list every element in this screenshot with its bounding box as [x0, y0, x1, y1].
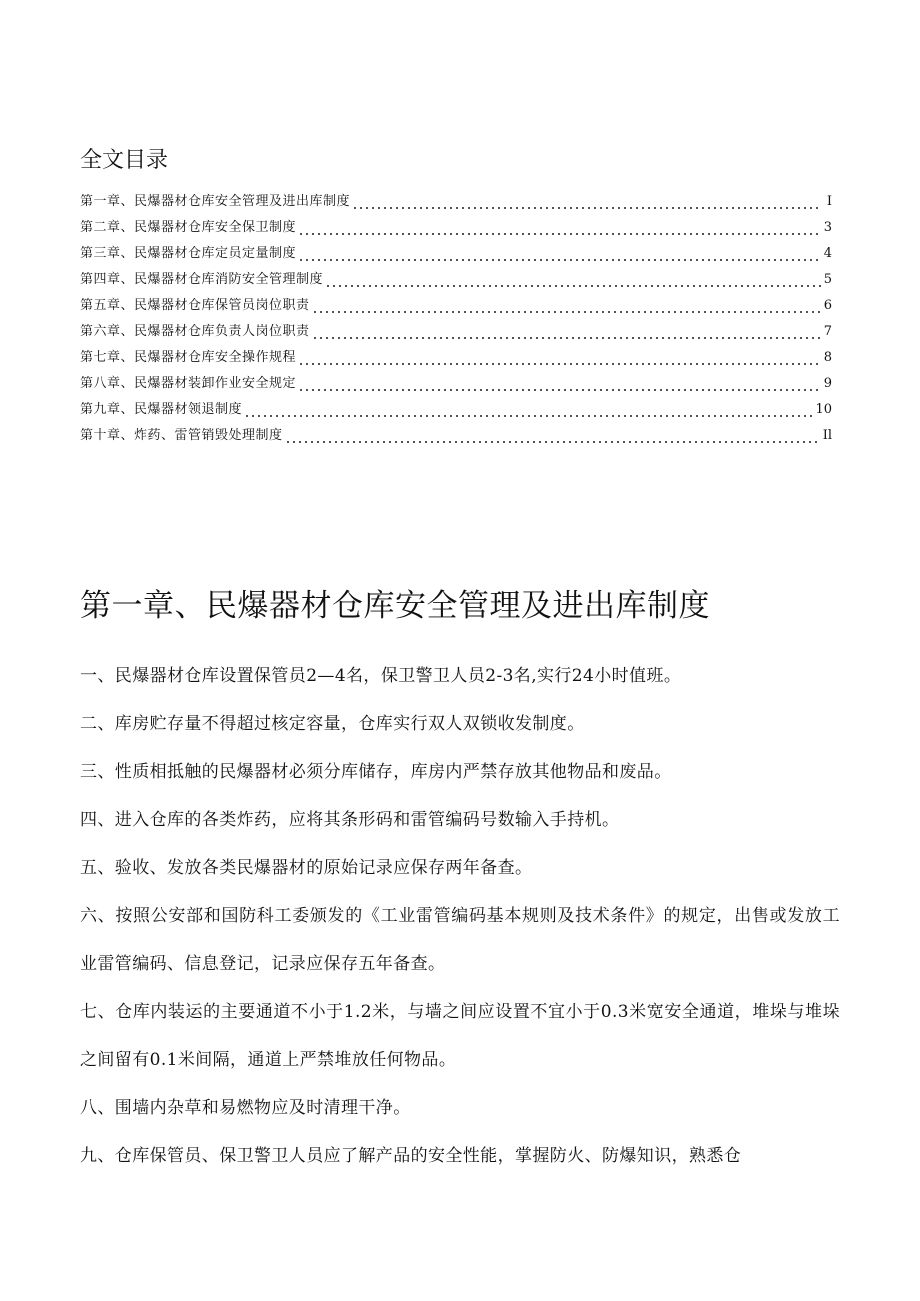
toc-leader-dots: [312, 337, 821, 339]
paragraph: 六、按照公安部和国防科工委颁发的《工业雷管编码基本规则及技术条件》的规定，出售或发放工业雷管编码、信息登记，记录应保存五年备查。: [80, 906, 840, 974]
paragraph: 九、仓库保管员、保卫警卫人员应了解产品的安全性能，掌握防火、防爆知识，熟悉仓: [80, 1146, 742, 1166]
toc-leader-dots: [352, 207, 821, 209]
toc-item[interactable]: [80, 397, 832, 423]
paragraph: 二、库房贮存量不得超过核定容量，仓库实行双人双锁收发制度。: [80, 714, 585, 734]
toc-leader-dots: [298, 233, 821, 235]
toc-item-label: 第十章、炸药、雷管销毁处理制度: [80, 428, 283, 443]
toc-item[interactable]: [80, 423, 832, 449]
toc-item-label: 第三章、民爆器材仓库定员定量制度: [80, 246, 297, 261]
toc-item-label: 第六章、民爆器材仓库负责人岗位职责: [80, 324, 310, 339]
paragraph: 三、性质相抵触的民爆器材必须分库储存，库房内严禁存放其他物品和废品。: [80, 762, 672, 782]
toc-item-label: 第二章、民爆器材仓库安全保卫制度: [80, 220, 297, 235]
toc-leader-dots: [298, 259, 821, 261]
paragraph: 四、进入仓库的各类炸药，应将其条形码和雷管编码号数输入手持机。: [80, 810, 620, 830]
table-of-contents: [80, 189, 832, 449]
toc-item[interactable]: [80, 319, 832, 345]
toc-item-page: 4: [823, 246, 832, 261]
toc-item-page: Il: [822, 428, 832, 443]
toc-leader-dots: [298, 389, 821, 391]
paragraph: 一、民爆器材仓库设置保管员2—4名，保卫警卫人员2-3名,实行24小时值班。: [80, 666, 682, 686]
toc-item[interactable]: [80, 267, 832, 293]
toc-leader-dots: [285, 441, 820, 443]
toc-item[interactable]: [80, 293, 832, 319]
toc-leader-dots: [244, 415, 812, 417]
paragraph: 八、围墙内杂草和易燃物应及时清理干净。: [80, 1098, 411, 1118]
paragraph: 五、验收、发放各类民爆器材的原始记录应保存两年备查。: [80, 858, 533, 878]
toc-title: 全文目录: [80, 148, 169, 173]
toc-leader-dots: [325, 285, 821, 287]
toc-item-page: 10: [815, 402, 832, 417]
toc-item-label: 第七章、民爆器材仓库安全操作规程: [80, 350, 297, 365]
toc-item-page: 7: [823, 324, 832, 339]
chapter-title: 第一章、民爆器材仓库安全管理及进出库制度: [80, 588, 710, 624]
toc-item-page: 5: [823, 272, 832, 287]
toc-item[interactable]: [80, 371, 832, 397]
toc-leader-dots: [312, 311, 821, 313]
chapter-body: [80, 652, 840, 1180]
toc-item-page: 6: [823, 298, 832, 313]
toc-item-page: I: [826, 194, 832, 209]
toc-item[interactable]: [80, 241, 832, 267]
toc-item-page: 9: [823, 376, 832, 391]
toc-item[interactable]: [80, 345, 832, 371]
toc-leader-dots: [298, 363, 821, 365]
toc-item-page: 3: [823, 220, 832, 235]
toc-item-label: 第五章、民爆器材仓库保管员岗位职责: [80, 298, 310, 313]
toc-item-label: 第八章、民爆器材装卸作业安全规定: [80, 376, 297, 391]
toc-item[interactable]: [80, 215, 832, 241]
toc-item-label: 第四章、民爆器材仓库消防安全管理制度: [80, 272, 324, 287]
paragraph: 七、仓库内装运的主要通道不小于1.2米，与墙之间应设置不宜小于0.3米宽安全通道，堆垛与堆垛之间留有0.1米间隔，通道上严禁堆放任何物品。: [80, 1002, 840, 1070]
toc-item-label: 第九章、民爆器材领退制度: [80, 402, 243, 417]
toc-item[interactable]: [80, 189, 832, 215]
toc-item-label: 第一章、民爆器材仓库安全管理及进出库制度: [80, 194, 351, 209]
toc-item-page: 8: [823, 350, 832, 365]
